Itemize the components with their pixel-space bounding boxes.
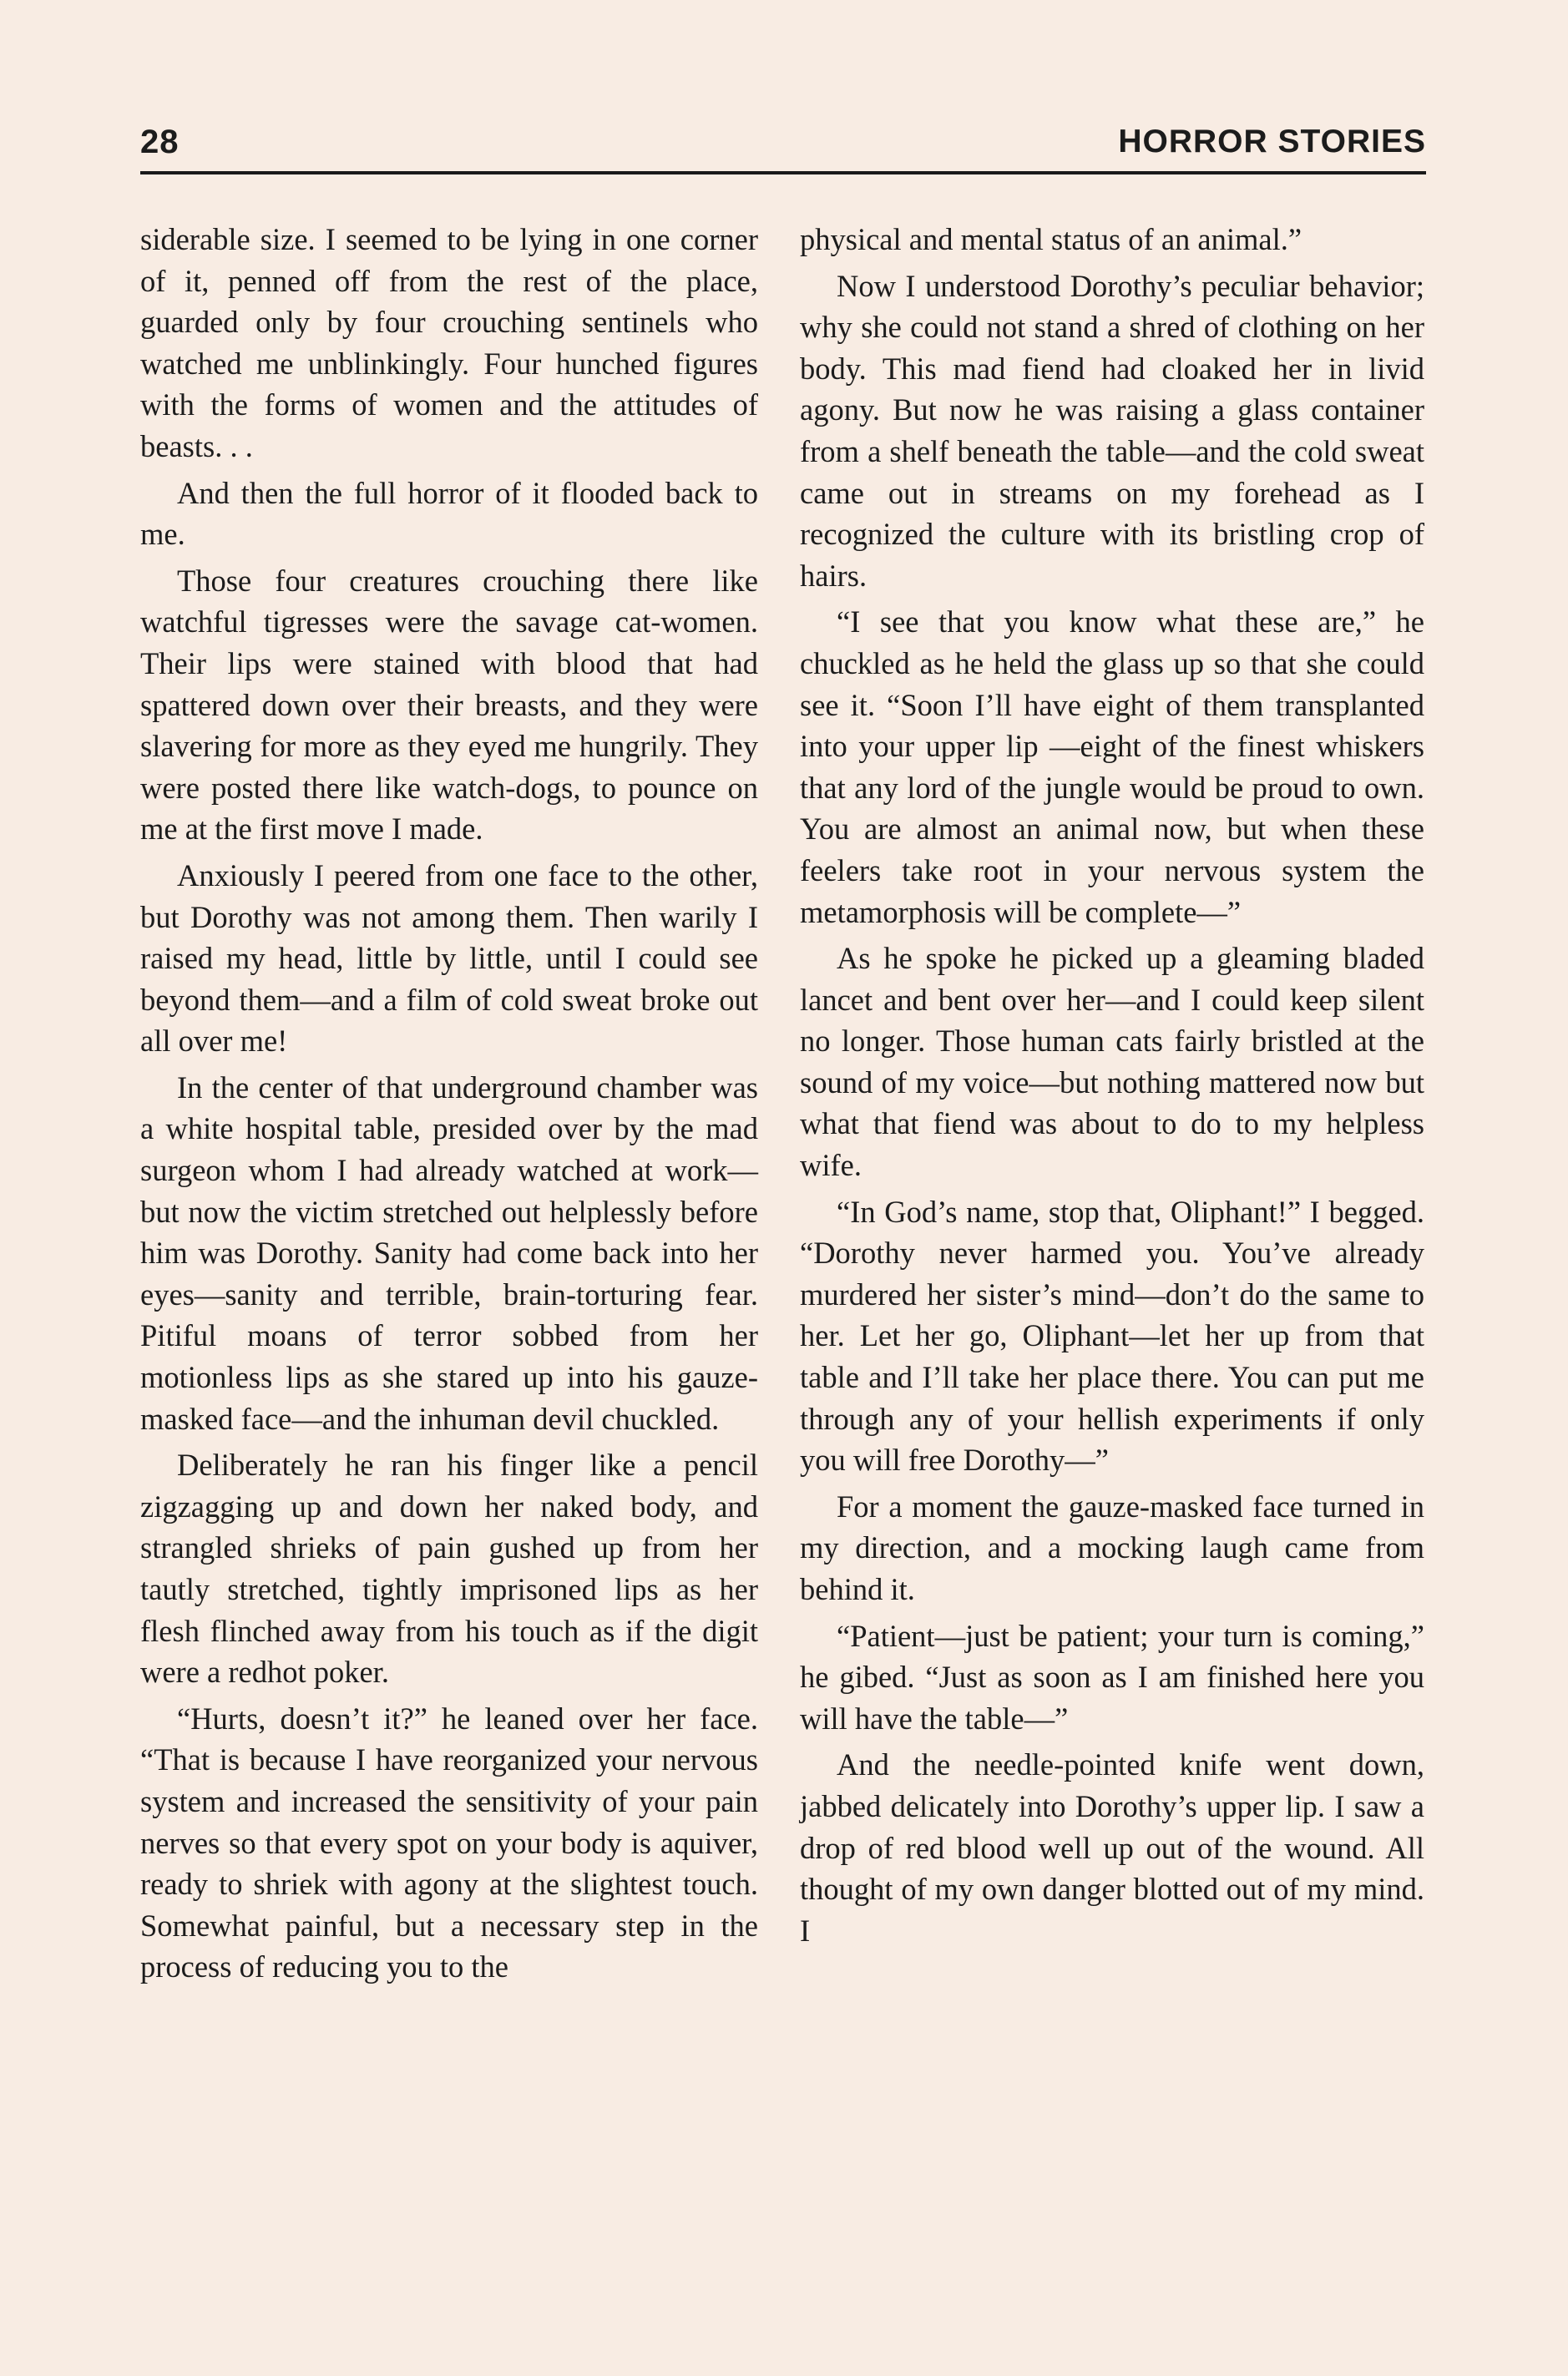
- page-number: 28: [140, 124, 180, 160]
- paragraph: physical and mental status of an animal.”: [800, 222, 1302, 256]
- running-head: [140, 124, 1426, 174]
- magazine-title: HORROR STORIES: [1118, 124, 1426, 159]
- paragraph: And then the full horror of it flooded back to me.: [140, 475, 758, 552]
- paragraph: Anxiously I peered from one face to the other, but Dorothy was not among them. Then warily I raised my head, little by little, until I could see beyond them—and a film of cold sweat broke out all over me!: [140, 857, 758, 1059]
- paragraph: “Patient—just be patient; your turn is coming,” he gibed. “Just as soon as I am finished here you will have the table—”: [800, 1618, 1424, 1736]
- paragraph: “In God’s name, stop that, Oliphant!” I begged. “Dorothy never harmed you. You’ve already murdered her sister’s mind—don’t do the same to her. Let her go, Oliphant—let her up from that table and I’ll take her place there. You can put me through any of your hellish experiments if only you will free Dorothy—”: [800, 1194, 1424, 1478]
- paragraph: As he spoke he picked up a gleaming bladed lancet and bent over her—and I could keep silent no longer. Those human cats fairly bristled at the sound of my voice—but nothing mattered now but what that fiend was about to do to my helpless wife.: [800, 941, 1424, 1183]
- header-rule: [140, 171, 1426, 174]
- paragraph: For a moment the gauze-masked face turned in my direction, and a mocking laugh came from behind it.: [800, 1489, 1424, 1606]
- paragraph: Those four creatures crouching there like watchful tigresses were the savage cat-women. Their lips were stained with blood that had spattered down over their breasts, and they were slavering for more as they eyed me hungrily. They were posted there like watch-dogs, to pounce on me at the first move I made.: [140, 563, 758, 847]
- paragraph: And the needle-pointed knife went down, jabbed delicately into Dorothy’s upper lip. I saw a drop of red blood well up out of the wound. All thought of my own danger blotted out of my mind. I: [800, 1747, 1424, 1948]
- right-column: [800, 219, 1424, 1956]
- paragraph: “I see that you know what these are,” he chuckled as he held the glass up so that she could see it. “Soon I’ll have eight of them transplanted into your upper lip —eight of the finest whiskers that any lord of the jungle would be proud to own. You are almost an animal now, but when these feelers take root in your nervous system the metamorphosis will be complete—”: [800, 604, 1424, 929]
- left-column: [140, 219, 758, 1993]
- paragraph: siderable size. I seemed to be lying in one corner of it, penned off from the rest of the place, guarded only by four crouching sentinels who watched me unblinkingly. Four hunched figures with the forms of women and the attitudes of beasts. . .: [140, 222, 758, 463]
- paragraph: Now I understood Dorothy’s peculiar behavior; why she could not stand a shred of clothing on her body. This mad fiend had cloaked her in livid agony. But now he was raising a glass container from a shelf beneath the table—and the cold sweat came out in streams on my forehead as I recognized the culture with its bristling crop of hairs.: [800, 268, 1424, 593]
- paragraph: “Hurts, doesn’t it?” he leaned over her face. “That is because I have reorganized your nervous system and increased the sensitivity of your pain nerves so that every spot on your body is aquiver, ready to shriek with agony at the slightest touch. Somewhat painful, but a necessary step in the process of reducing you to the: [140, 1701, 758, 1984]
- paragraph: Deliberately he ran his finger like a pencil zigzagging up and down her naked body, and strangled shrieks of pain gushed up from her tautly stretched, tightly imprisoned lips as her flesh flinched away from his touch as if the digit were a redhot poker.: [140, 1448, 758, 1690]
- paragraph: In the center of that underground chamber was a white hospital table, presided over by the mad surgeon whom I had already watched at work—but now the victim stretched out helplessly before him was Dorothy. Sanity had come back into her eyes—sanity and terrible, brain-torturing fear. Pitiful moans of terror sobbed from her motionless lips as she stared up into his gauze-masked face—and the inhuman devil chuckled.: [140, 1069, 758, 1436]
